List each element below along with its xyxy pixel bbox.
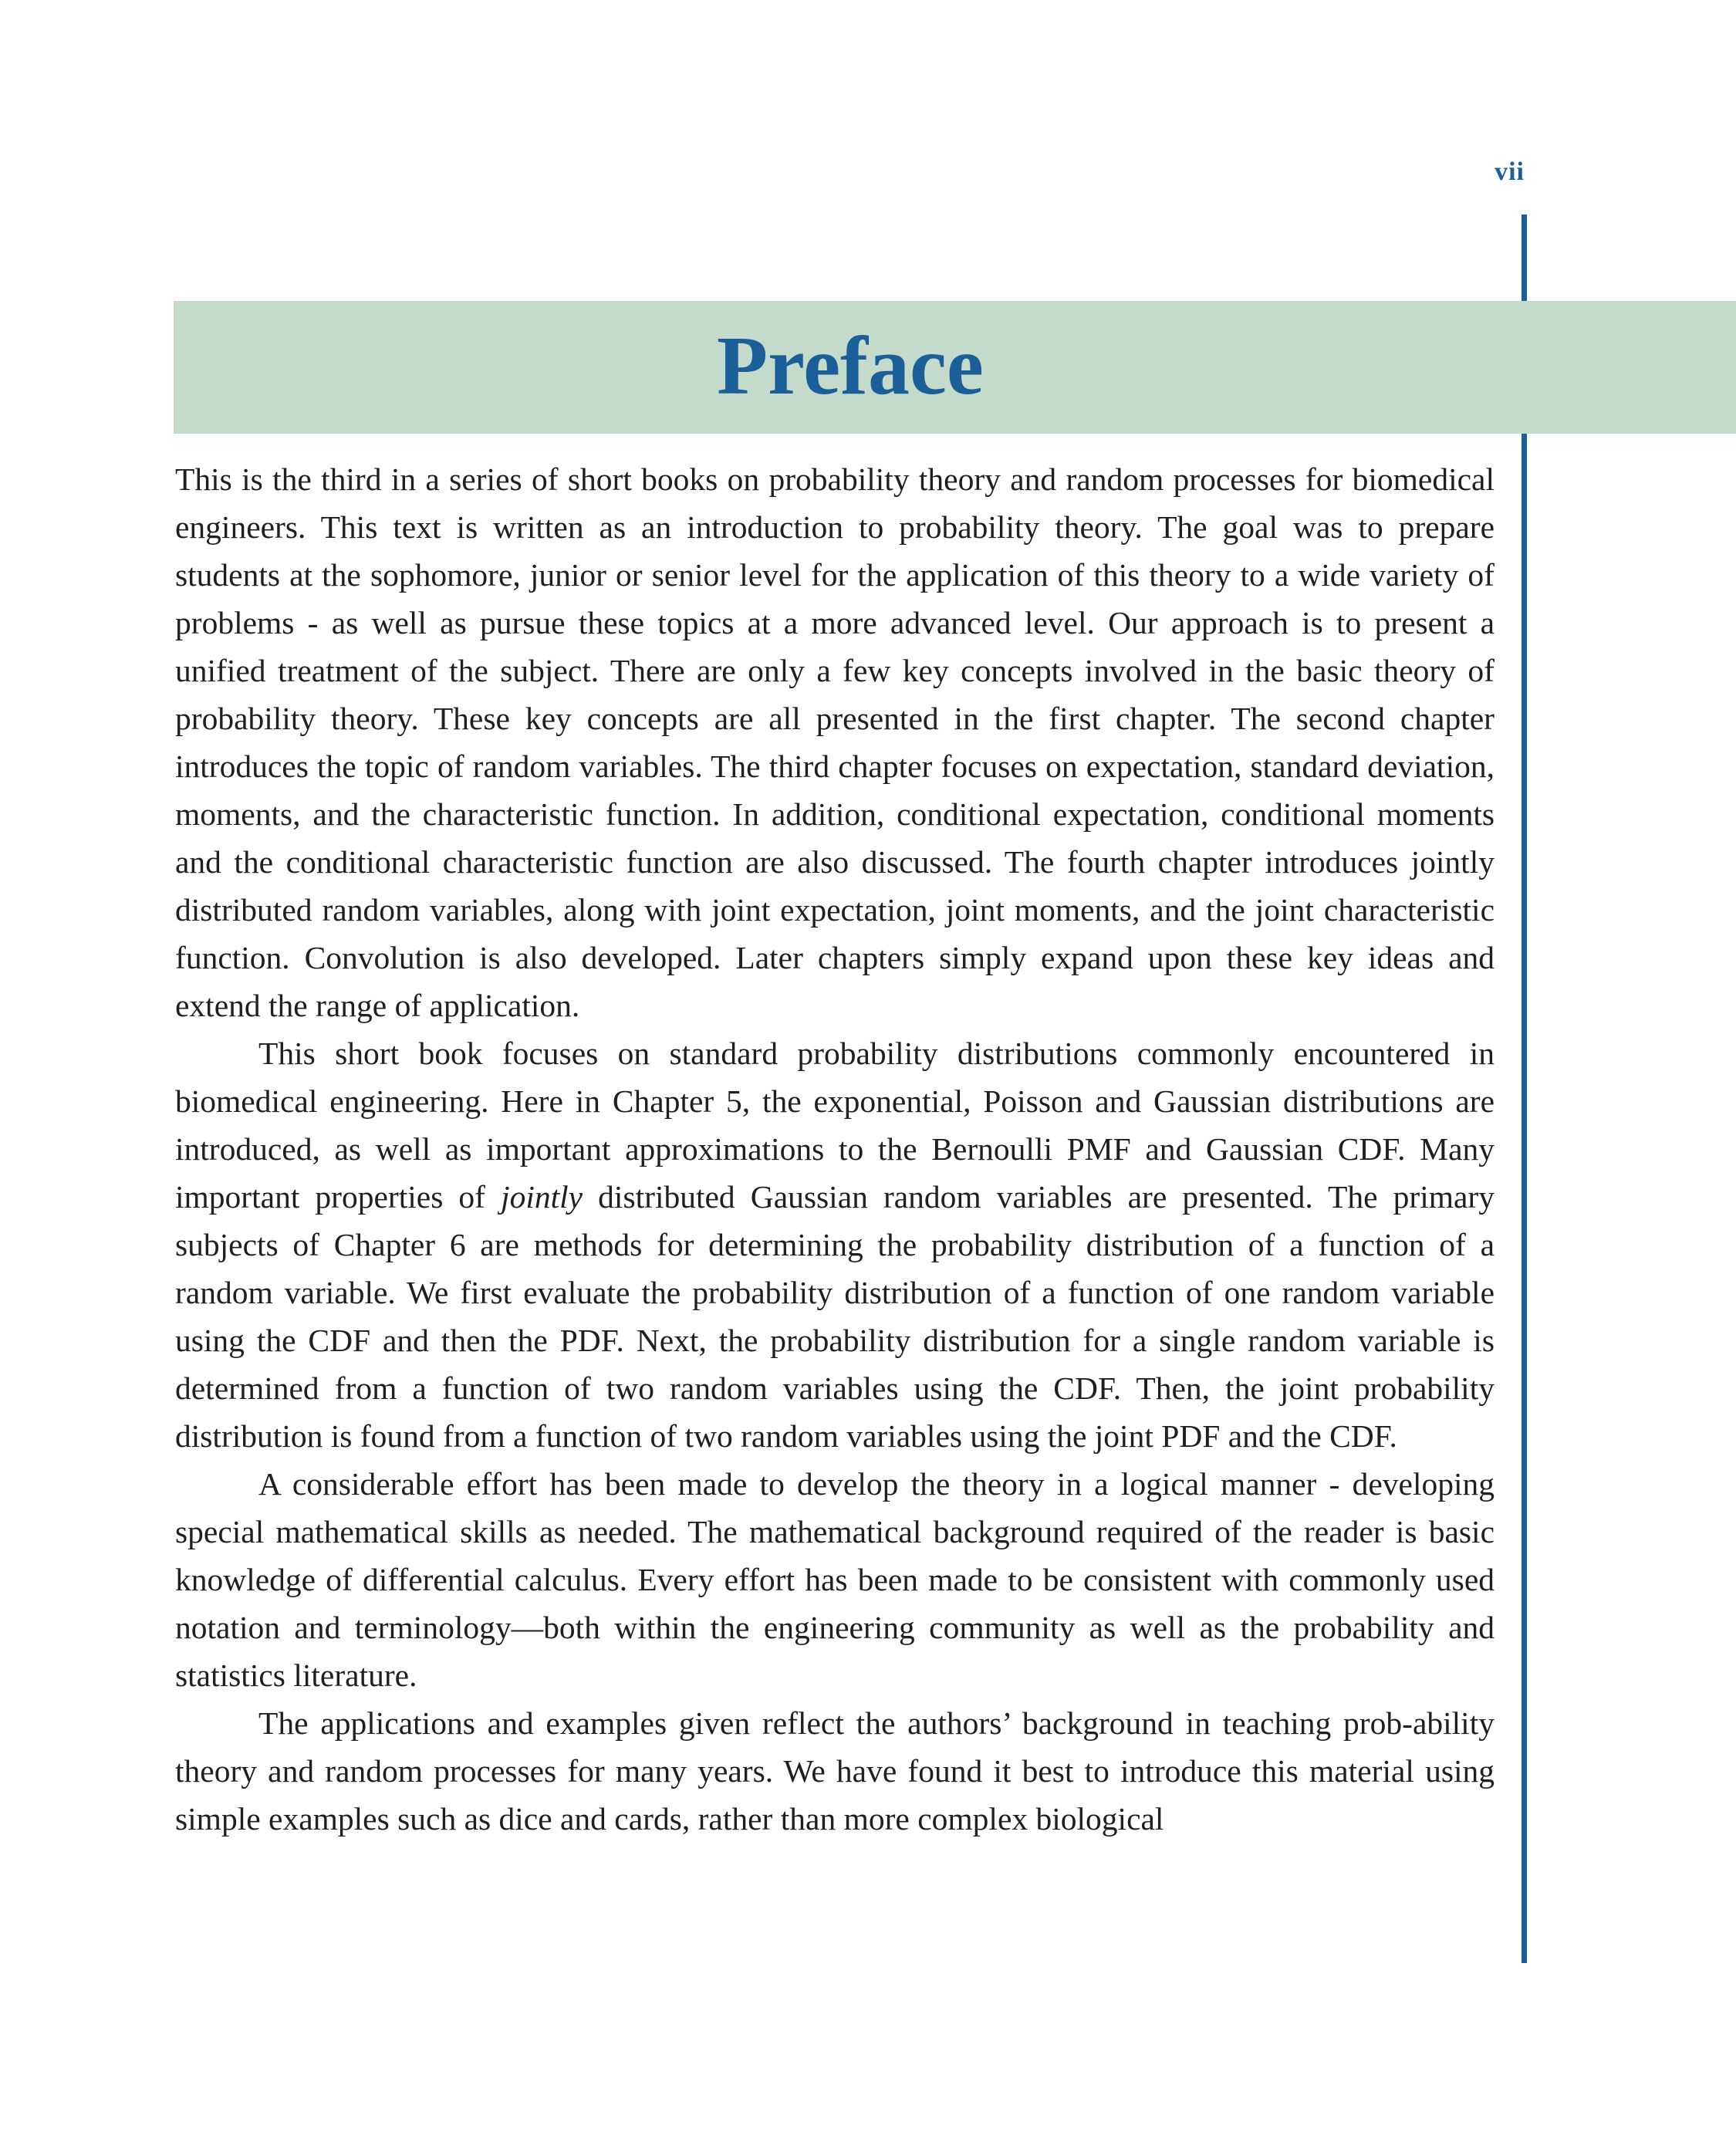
title-band (174, 301, 1736, 434)
margin-rule (1522, 434, 1527, 1963)
page-number: vii (1495, 157, 1525, 186)
paragraph-2-after: distributed Gaussian random variables are presented. The primary subjects of Chapter 6 are methods for determining the probability distribution of a function of a random variable. We first evaluate the probability distribution of a function of one random variable using the CDF and then the PDF. Next, the probability distribution for a single random variable is determined from a function of two random variables using the CDF. Then, the joint probability distribution is found from a function of two random variables using the joint PDF and the CDF. (175, 1179, 1495, 1454)
paragraph-2-before: This short book focuses on standard probability distributions commonly encountered in biomedical engineering. Here in Chapter 5, the exponential, Poisson and Gaussian distributions are introduced, as well as important approximations to the Bernoulli PMF and Gaussian CDF. Many important properties of (175, 1036, 1495, 1215)
paragraph-2 (175, 1029, 1495, 1460)
paragraph-4: The applications and examples given reflect the authors’ background in teaching prob-ability theory and random processes for many years. We have found it best to introduce this material using simple examples such as dice and cards, rather than more complex biological (175, 1705, 1495, 1837)
emphasis-jointly: jointly (501, 1179, 583, 1215)
preface-body (175, 455, 1495, 1843)
paragraph-1: This is the third in a series of short books on probability theory and random processes for biomedical engineers. This text is written as an introduction to probability theory. The goal was to prepare students at the sophomore, junior or senior level for the application of this theory to a wide variety of problems - as well as pursue these topics at a more advanced level. Our approach is to present a unified treatment of the subject. There are only a few key concepts involved in the basic theory of probability theory. These key concepts are all presented in the first chapter. The second chapter introduces the topic of random variables. The third chapter focuses on expectation, standard deviation, moments, and the characteristic function. In addition, conditional expectation, conditional moments and the conditional characteristic function are also discussed. The fourth chapter introduces jointly distributed random variables, along with joint expectation, joint moments, and the joint characteristic function. Convolution is also developed. Later chapters simply expand upon these key ideas and extend the range of application. (175, 461, 1495, 1023)
margin-rule-top (1522, 215, 1527, 301)
page-title: Preface (717, 320, 984, 412)
paragraph-3: A considerable effort has been made to develop the theory in a logical manner - developing special mathematical skills as needed. The mathematical background required of the reader is basic knowledge of differential calculus. Every effort has been made to be consistent with commonly used notation and terminology—both within the engineering community as well as the probability and statistics literature. (175, 1466, 1495, 1693)
